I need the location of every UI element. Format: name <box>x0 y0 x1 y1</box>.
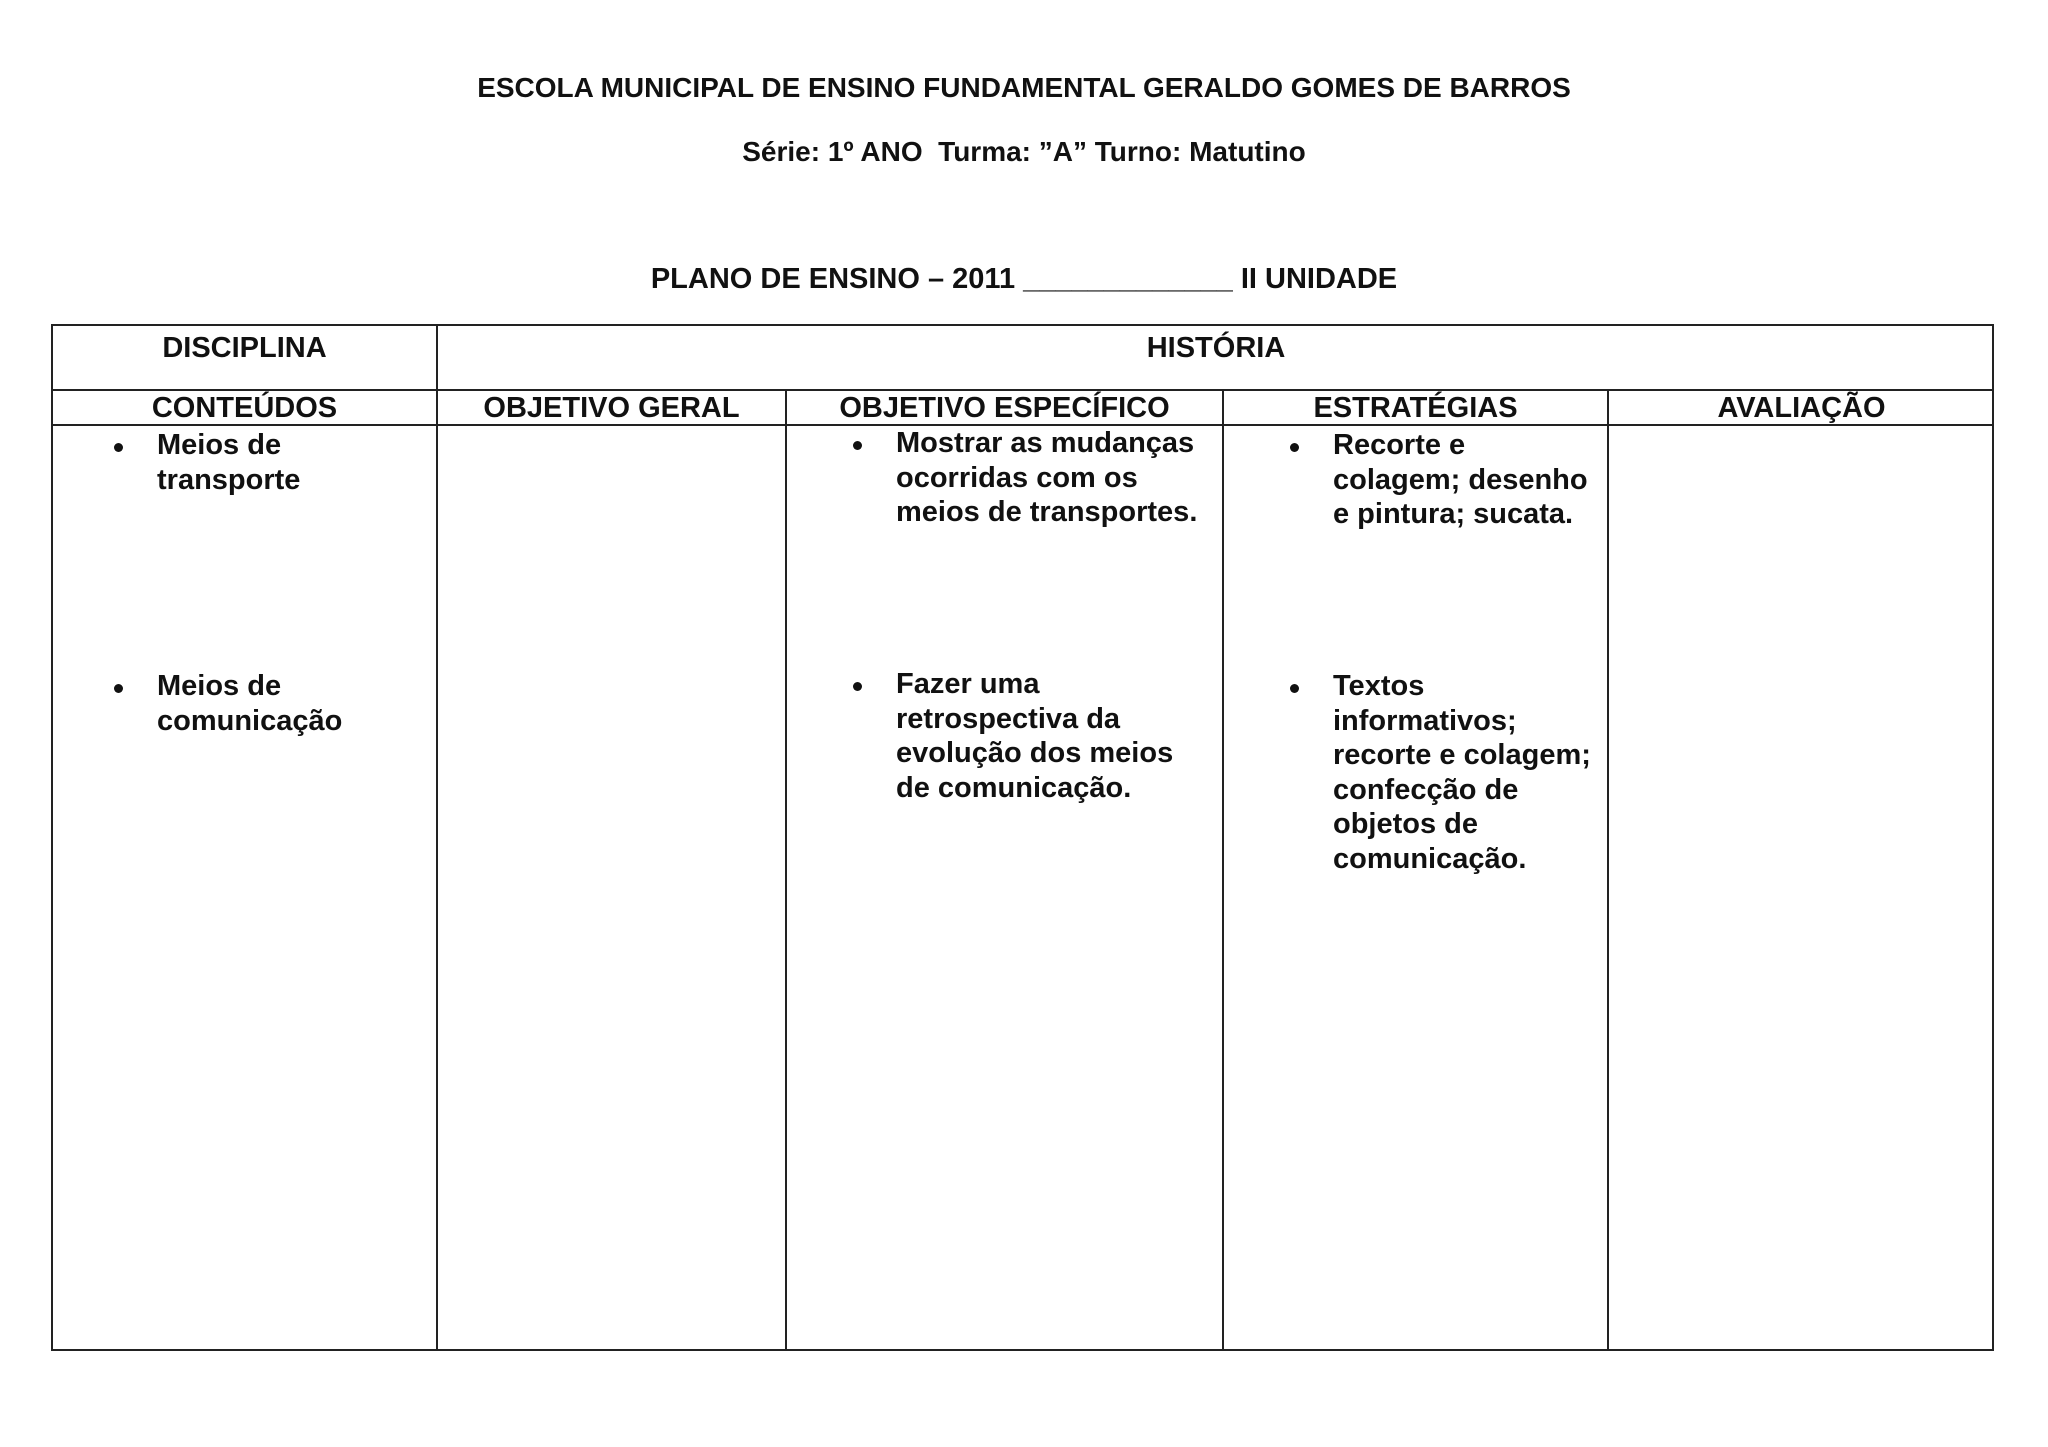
column-header-estrategias: ESTRATÉGIAS <box>1313 392 1518 424</box>
conteudo-line: comunicação <box>157 704 343 737</box>
conteudo-line: Meios de <box>157 429 282 461</box>
school-name: ESCOLA MUNICIPAL DE ENSINO FUNDAMENTAL GERALDO GOMES DE BARROS <box>477 72 1571 103</box>
estrategia-line: e pintura; sucata. <box>1333 498 1574 530</box>
bullet-icon <box>114 684 123 693</box>
column-header-conteudos: CONTEÚDOS <box>151 392 338 424</box>
column-header-objetivo-especifico: OBJETIVO ESPECÍFICO <box>839 392 1170 424</box>
column-divider <box>1222 389 1224 1349</box>
column-header-avaliacao: AVALIAÇÃO <box>1717 392 1886 424</box>
column-header-objetivo-geral: OBJETIVO GERAL <box>483 392 740 424</box>
bullet-icon <box>1290 443 1299 452</box>
estrategia-line: objetos de <box>1333 808 1479 840</box>
objetivo-line: Fazer uma <box>896 668 1040 700</box>
estrategia-line: informativos; <box>1333 704 1517 737</box>
objetivo-line: meios de transportes. <box>896 496 1198 528</box>
objetivo-line: ocorridas com os <box>896 461 1138 494</box>
estrategia-line: Textos <box>1333 670 1425 702</box>
estrategia-line: Recorte e <box>1333 429 1466 461</box>
objetivo-line: de comunicação. <box>896 771 1132 804</box>
estrategia-line: colagem; desenho <box>1333 463 1588 496</box>
estrategia-line: comunicação. <box>1333 842 1527 875</box>
column-divider <box>785 389 787 1349</box>
objetivo-line: evolução dos meios <box>896 737 1174 769</box>
column-divider <box>436 326 438 1349</box>
bullet-icon <box>853 682 862 691</box>
plan-title: PLANO DE ENSINO – 2011 _____________ II UNIDADE <box>650 263 1398 295</box>
column-divider <box>1607 389 1609 1349</box>
bullet-icon <box>1290 684 1299 693</box>
conteudo-line: transporte <box>157 463 301 496</box>
estrategia-line: recorte e colagem; <box>1333 739 1591 771</box>
bullet-icon <box>114 443 123 452</box>
objetivo-line: Mostrar as mudanças <box>896 427 1195 459</box>
estrategia-line: confecção de <box>1333 773 1519 806</box>
disciplina-label: DISCIPLINA <box>162 332 327 364</box>
bullet-icon <box>853 441 862 450</box>
conteudo-line: Meios de <box>157 670 282 702</box>
teaching-plan-table <box>51 324 1994 1351</box>
table-divider <box>53 389 1992 391</box>
disciplina-value: HISTÓRIA <box>1146 332 1286 364</box>
class-info: Série: 1º ANO Turma: ”A” Turno: Matutino <box>742 136 1306 167</box>
objetivo-line: retrospectiva da <box>896 702 1121 735</box>
